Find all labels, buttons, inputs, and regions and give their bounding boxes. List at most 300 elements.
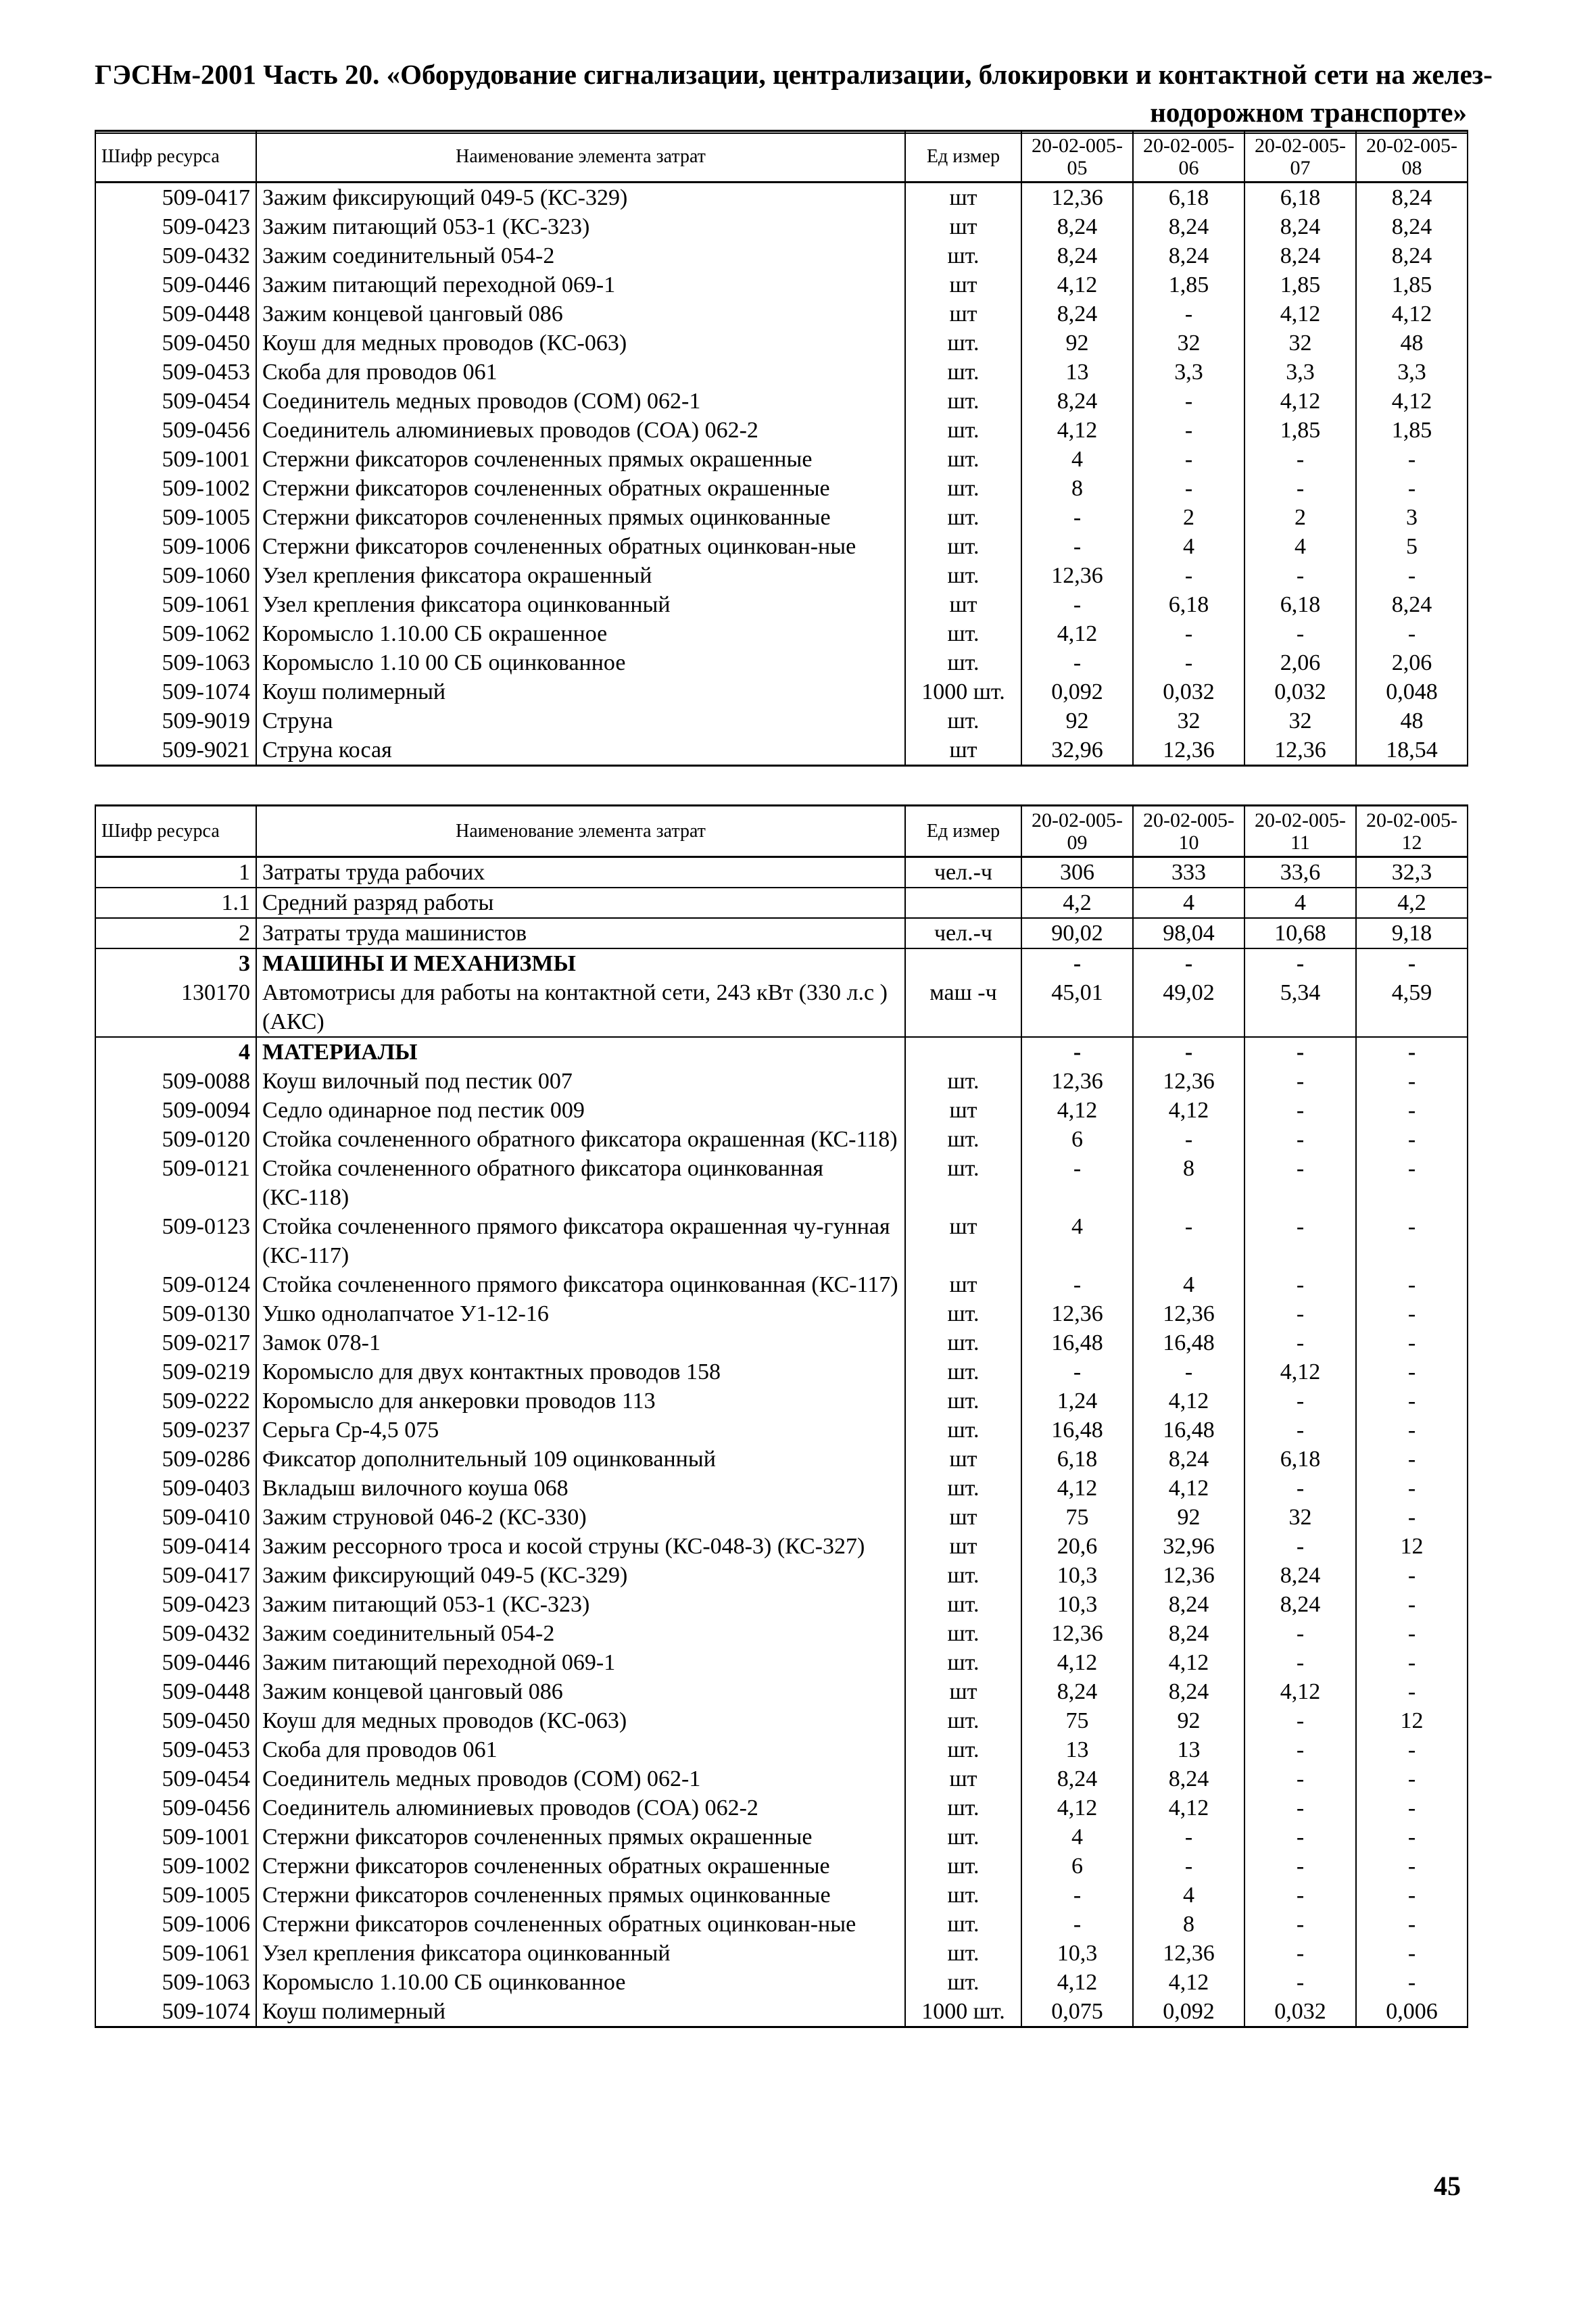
norm-value: 8,24: [1021, 299, 1133, 329]
norm-value: 10,3: [1021, 1590, 1133, 1619]
cost-element-name: Узел крепления фиксатора окрашенный: [256, 561, 905, 590]
col-header: 20-02-005-09: [1021, 806, 1133, 857]
norm-value: 8,24: [1021, 1764, 1133, 1793]
norm-value: 0,006: [1356, 1997, 1468, 2027]
table-row: [95, 1474, 1468, 1503]
norm-value: 75: [1021, 1503, 1133, 1532]
unit-of-measure: шт.: [905, 1299, 1021, 1328]
cost-element-name: Зажим соединительный 054-2: [256, 1619, 905, 1648]
resource-code: 509-0403: [95, 1474, 256, 1503]
table-row: [95, 1154, 1468, 1212]
norm-value: -: [1356, 1677, 1468, 1706]
unit-of-measure: шт: [905, 183, 1021, 213]
norm-value: -: [1356, 1474, 1468, 1503]
table-row: [95, 1445, 1468, 1474]
norm-value: -: [1244, 1793, 1356, 1823]
cost-element-name: Зажим концевой цанговый 086: [256, 299, 905, 329]
norm-value: 4,12: [1133, 1474, 1244, 1503]
norm-value: 12,36: [1021, 1619, 1133, 1648]
unit-of-measure: шт.: [905, 503, 1021, 532]
cost-element-name: Коромысло для анкеровки проводов 113: [256, 1386, 905, 1416]
norm-value: -: [1244, 619, 1356, 648]
col-header: 20-02-005-06: [1133, 131, 1244, 183]
norm-value: 8,24: [1356, 590, 1468, 619]
table-row: [95, 1648, 1468, 1677]
norm-value: -: [1133, 619, 1244, 648]
norm-value: 1,85: [1133, 270, 1244, 299]
norm-value: -: [1244, 445, 1356, 474]
norm-value: -: [1244, 1881, 1356, 1910]
table-row: [95, 416, 1468, 445]
norm-value: 2,06: [1356, 648, 1468, 677]
unit-of-measure: шт.: [905, 1881, 1021, 1910]
norm-value: -: [1244, 1212, 1356, 1270]
norm-value: 4,12: [1356, 387, 1468, 416]
norm-value: 4: [1244, 888, 1356, 918]
table-row: [95, 619, 1468, 648]
norm-value: -: [1244, 1910, 1356, 1939]
unit-of-measure: шт.: [905, 445, 1021, 474]
norm-value: -: [1356, 1561, 1468, 1590]
cost-element-name: Зажим питающий переходной 069-1: [256, 1648, 905, 1677]
norm-value: 1,24: [1021, 1386, 1133, 1416]
norm-value: -: [1356, 1067, 1468, 1096]
norm-value: -: [1244, 1474, 1356, 1503]
norm-value: -: [1021, 648, 1133, 677]
table-row: [95, 1677, 1468, 1706]
norm-value: -: [1356, 1125, 1468, 1154]
resource-code: 1: [95, 857, 256, 888]
cost-element-name: Соединитель медных проводов (СОМ) 062-1: [256, 387, 905, 416]
table-row: [95, 1037, 1468, 1067]
code-header: Шифр ресурса: [95, 806, 256, 857]
norm-value: -: [1021, 1910, 1133, 1939]
norm-value: -: [1356, 1416, 1468, 1445]
cost-element-name: Седло одинарное под пестик 009: [256, 1096, 905, 1125]
norm-value: 4: [1133, 1881, 1244, 1910]
norm-value: -: [1244, 1764, 1356, 1793]
norm-value: 4,12: [1021, 270, 1133, 299]
norm-value: -: [1244, 1299, 1356, 1328]
cost-element-name: Стойка сочлененного прямого фиксатора оцинкованная (КС-117): [256, 1270, 905, 1299]
unit-header: Ед измер: [905, 806, 1021, 857]
norm-value: -: [1356, 1648, 1468, 1677]
resource-code: 509-0446: [95, 270, 256, 299]
cost-element-name: Зажим питающий 053-1 (КС-323): [256, 1590, 905, 1619]
norm-value: 8,24: [1356, 241, 1468, 270]
resource-code: 509-0448: [95, 299, 256, 329]
resource-code: 509-0120: [95, 1125, 256, 1154]
name-header: Наименование элемента затрат: [256, 806, 905, 857]
norm-value: 4,12: [1133, 1648, 1244, 1677]
norm-value: 0,032: [1244, 677, 1356, 706]
unit-of-measure: шт.: [905, 1852, 1021, 1881]
cost-element-name: Стержни фиксаторов сочлененных прямых оцинкованные: [256, 1881, 905, 1910]
table-row: [95, 1096, 1468, 1125]
norm-value: 4,12: [1021, 619, 1133, 648]
unit-of-measure: шт.: [905, 1735, 1021, 1764]
norm-value: -: [1356, 1910, 1468, 1939]
norm-value: -: [1356, 1037, 1468, 1067]
col-header: 20-02-005-08: [1356, 131, 1468, 183]
norm-value: 6: [1021, 1852, 1133, 1881]
cost-element-name: Соединитель медных проводов (СОМ) 062-1: [256, 1764, 905, 1793]
norm-value: -: [1133, 1357, 1244, 1386]
table-row: [95, 561, 1468, 590]
norm-value: 32: [1244, 329, 1356, 358]
norm-value: 6,18: [1244, 1445, 1356, 1474]
norm-value: 4: [1021, 1212, 1133, 1270]
resource-code: 509-1074: [95, 677, 256, 706]
norm-value: -: [1133, 1037, 1244, 1067]
norm-value: -: [1356, 619, 1468, 648]
norm-value: 4,12: [1133, 1968, 1244, 1997]
norm-value: 10,3: [1021, 1561, 1133, 1590]
norm-value: 0,048: [1356, 677, 1468, 706]
cost-element-name: Зажим фиксирующий 049-5 (КС-329): [256, 1561, 905, 1590]
cost-element-name: Ушко однолапчатое У1-12-16: [256, 1299, 905, 1328]
table-row: [95, 387, 1468, 416]
norm-value: -: [1244, 1939, 1356, 1968]
cost-element-name: Коуш полимерный: [256, 1997, 905, 2027]
norm-value: 5: [1356, 532, 1468, 561]
norm-value: -: [1021, 503, 1133, 532]
unit-of-measure: чел.-ч: [905, 857, 1021, 888]
cost-element-name: Соединитель алюминиевых проводов (СОА) 062-2: [256, 416, 905, 445]
cost-element-name: Замок 078-1: [256, 1328, 905, 1357]
resource-code: 509-0432: [95, 241, 256, 270]
norm-value: 4: [1133, 888, 1244, 918]
norm-value: -: [1133, 1212, 1244, 1270]
table-row: [95, 1386, 1468, 1416]
norm-value: 3,3: [1244, 358, 1356, 387]
table-row: [95, 1590, 1468, 1619]
unit-of-measure: маш -ч: [905, 978, 1021, 1037]
unit-of-measure: шт.: [905, 387, 1021, 416]
unit-of-measure: чел.-ч: [905, 918, 1021, 948]
norm-value: 4,12: [1244, 1357, 1356, 1386]
norm-value: -: [1244, 1386, 1356, 1416]
unit-of-measure: шт.: [905, 358, 1021, 387]
unit-of-measure: 1000 шт.: [905, 677, 1021, 706]
cost-element-name: Зажим питающий переходной 069-1: [256, 270, 905, 299]
resource-code: 509-1063: [95, 648, 256, 677]
norm-value: -: [1133, 1823, 1244, 1852]
resource-code: 509-1002: [95, 474, 256, 503]
header-line-2: нодорожном транспорте»: [1150, 97, 1467, 128]
norm-value: 16,48: [1133, 1416, 1244, 1445]
table-row: [95, 1270, 1468, 1299]
table-row: [95, 1561, 1468, 1590]
norm-value: 8,24: [1133, 1590, 1244, 1619]
norm-value: 2: [1244, 503, 1356, 532]
cost-element-name: Зажим струновой 046-2 (КС-330): [256, 1503, 905, 1532]
unit-of-measure: шт: [905, 299, 1021, 329]
cost-element-name: Стержни фиксаторов сочлененных прямых окрашенные: [256, 445, 905, 474]
norm-value: -: [1133, 445, 1244, 474]
norm-value: 12,36: [1133, 735, 1244, 766]
norm-value: -: [1244, 1125, 1356, 1154]
norm-value: -: [1244, 1154, 1356, 1212]
norm-value: 32,3: [1356, 857, 1468, 888]
table-row: [95, 1328, 1468, 1357]
norm-value: 18,54: [1356, 735, 1468, 766]
norm-value: 8,24: [1244, 212, 1356, 241]
norm-value: -: [1133, 474, 1244, 503]
cost-element-name: Коуш вилочный под пестик 007: [256, 1067, 905, 1096]
unit-of-measure: шт.: [905, 1474, 1021, 1503]
norm-value: -: [1244, 1328, 1356, 1357]
norm-value: 12,36: [1133, 1939, 1244, 1968]
norm-value: 4,12: [1133, 1096, 1244, 1125]
norm-value: -: [1244, 1532, 1356, 1561]
cost-element-name: Стержни фиксаторов сочлененных обратных оцинкован-ные: [256, 1910, 905, 1939]
norm-value: 32,96: [1021, 735, 1133, 766]
norm-value: 45,01: [1021, 978, 1133, 1037]
resource-table-2: [95, 804, 1468, 2028]
norm-value: -: [1244, 1648, 1356, 1677]
norm-value: 6,18: [1133, 183, 1244, 213]
table-row: [95, 706, 1468, 735]
unit-of-measure: шт.: [905, 329, 1021, 358]
norm-value: 8,24: [1133, 1764, 1244, 1793]
cost-element-name: Вкладыш вилочного коуша 068: [256, 1474, 905, 1503]
table-row: [95, 1735, 1468, 1764]
unit-of-measure: шт.: [905, 1386, 1021, 1416]
table-row: [95, 648, 1468, 677]
norm-value: -: [1021, 1357, 1133, 1386]
table-row: [95, 1823, 1468, 1852]
table-row: [95, 474, 1468, 503]
norm-value: 4: [1021, 1823, 1133, 1852]
resource-code: 509-1062: [95, 619, 256, 648]
norm-value: 4,12: [1021, 416, 1133, 445]
norm-value: 4: [1133, 532, 1244, 561]
table-row: [95, 948, 1468, 978]
table-row: [95, 241, 1468, 270]
unit-of-measure: шт: [905, 735, 1021, 766]
cost-element-name: Узел крепления фиксатора оцинкованный: [256, 590, 905, 619]
table-row: [95, 735, 1468, 766]
norm-value: 4,12: [1133, 1386, 1244, 1416]
unit-of-measure: шт.: [905, 474, 1021, 503]
table-row: [95, 1881, 1468, 1910]
norm-value: 0,075: [1021, 1997, 1133, 2027]
resource-code: 509-1063: [95, 1968, 256, 1997]
cost-element-name: Зажим питающий 053-1 (КС-323): [256, 212, 905, 241]
resource-code: 509-1061: [95, 1939, 256, 1968]
resource-code: 509-1001: [95, 1823, 256, 1852]
norm-value: 4,2: [1356, 888, 1468, 918]
resource-code: 509-0432: [95, 1619, 256, 1648]
norm-value: 12,36: [1133, 1299, 1244, 1328]
norm-value: 92: [1133, 1503, 1244, 1532]
table-row: [95, 1416, 1468, 1445]
norm-value: 92: [1133, 1706, 1244, 1735]
unit-of-measure: шт.: [905, 706, 1021, 735]
norm-value: 32: [1244, 706, 1356, 735]
unit-of-measure: шт.: [905, 1590, 1021, 1619]
norm-value: 16,48: [1021, 1416, 1133, 1445]
norm-value: -: [1021, 1881, 1133, 1910]
norm-value: 98,04: [1133, 918, 1244, 948]
table-row: [95, 1764, 1468, 1793]
norm-value: -: [1356, 1619, 1468, 1648]
col-header: 20-02-005-07: [1244, 131, 1356, 183]
norm-value: 8,24: [1021, 212, 1133, 241]
resource-code: 509-0450: [95, 1706, 256, 1735]
resource-code: 509-0222: [95, 1386, 256, 1416]
norm-value: -: [1021, 1270, 1133, 1299]
table-row: [95, 212, 1468, 241]
norm-value: 4,12: [1244, 387, 1356, 416]
unit-of-measure: шт.: [905, 1968, 1021, 1997]
norm-value: -: [1356, 1270, 1468, 1299]
norm-value: -: [1021, 1154, 1133, 1212]
norm-value: -: [1244, 948, 1356, 978]
resource-code: 509-1060: [95, 561, 256, 590]
norm-value: 12: [1356, 1706, 1468, 1735]
norm-value: 12: [1356, 1532, 1468, 1561]
cost-element-name: МАШИНЫ И МЕХАНИЗМЫ: [256, 948, 905, 978]
unit-of-measure: шт.: [905, 1706, 1021, 1735]
norm-value: 4,2: [1021, 888, 1133, 918]
norm-value: -: [1244, 1852, 1356, 1881]
norm-value: 8,24: [1133, 1445, 1244, 1474]
col-header: 20-02-005-11: [1244, 806, 1356, 857]
norm-value: 33,6: [1244, 857, 1356, 888]
header-line-1: ГЭСНм-2001 Часть 20. «Оборудование сигнализации, централизации, блокировки и контактной сети на желез-: [95, 59, 1493, 90]
resource-code: 509-0088: [95, 1067, 256, 1096]
norm-value: 333: [1133, 857, 1244, 888]
resource-code: 509-0121: [95, 1154, 256, 1212]
norm-value: 16,48: [1133, 1328, 1244, 1357]
resource-code: 509-0423: [95, 1590, 256, 1619]
norm-value: 12,36: [1021, 1067, 1133, 1096]
resource-code: 509-0453: [95, 1735, 256, 1764]
resource-code: 509-0417: [95, 1561, 256, 1590]
norm-value: -: [1356, 1386, 1468, 1416]
resource-code: 509-0217: [95, 1328, 256, 1357]
norm-value: -: [1356, 1503, 1468, 1532]
cost-element-name: Стойка сочлененного прямого фиксатора окрашенная чу-гунная (КС-117): [256, 1212, 905, 1270]
norm-value: 48: [1356, 706, 1468, 735]
norm-value: 2: [1133, 503, 1244, 532]
resource-code: 509-1002: [95, 1852, 256, 1881]
norm-value: -: [1356, 1212, 1468, 1270]
norm-value: -: [1356, 1881, 1468, 1910]
norm-value: 8,24: [1356, 183, 1468, 213]
cost-element-name: Коромысло 1.10.00 СБ оцинкованное: [256, 1968, 905, 1997]
norm-value: 8,24: [1133, 1677, 1244, 1706]
norm-value: 48: [1356, 329, 1468, 358]
norm-value: -: [1356, 474, 1468, 503]
table-row: [95, 978, 1468, 1037]
cost-element-name: Коуш полимерный: [256, 677, 905, 706]
col-header: 20-02-005-05: [1021, 131, 1133, 183]
col-header: 20-02-005-10: [1133, 806, 1244, 857]
unit-of-measure: шт.: [905, 241, 1021, 270]
norm-value: 8,24: [1244, 241, 1356, 270]
page-header: [95, 55, 1493, 131]
cost-element-name: Стержни фиксаторов сочлененных прямых окрашенные: [256, 1823, 905, 1852]
table-row: [95, 503, 1468, 532]
norm-value: 32: [1133, 706, 1244, 735]
norm-value: 92: [1021, 706, 1133, 735]
unit-of-measure: 1000 шт.: [905, 1997, 1021, 2027]
norm-value: -: [1021, 948, 1133, 978]
cost-element-name: Скоба для проводов 061: [256, 1735, 905, 1764]
norm-value: 8,24: [1133, 241, 1244, 270]
table-row: [95, 1619, 1468, 1648]
code-header: Шифр ресурса: [95, 131, 256, 183]
table-row: [95, 1125, 1468, 1154]
norm-value: -: [1244, 1270, 1356, 1299]
unit-of-measure: шт: [905, 1764, 1021, 1793]
table-row: [95, 532, 1468, 561]
table1-header-row: [95, 131, 1468, 183]
norm-value: 4: [1021, 445, 1133, 474]
cost-element-name: Узел крепления фиксатора оцинкованный: [256, 1939, 905, 1968]
unit-of-measure: шт: [905, 1445, 1021, 1474]
unit-of-measure: шт.: [905, 1648, 1021, 1677]
resource-code: 2: [95, 918, 256, 948]
norm-value: 8,24: [1021, 1677, 1133, 1706]
norm-value: -: [1356, 1096, 1468, 1125]
norm-value: -: [1356, 1823, 1468, 1852]
norm-value: 4,12: [1244, 299, 1356, 329]
unit-of-measure: шт.: [905, 532, 1021, 561]
norm-value: 13: [1021, 358, 1133, 387]
cost-element-name: Струна: [256, 706, 905, 735]
unit-of-measure: [905, 888, 1021, 918]
resource-code: 509-0414: [95, 1532, 256, 1561]
norm-value: -: [1244, 1706, 1356, 1735]
norm-value: 4,12: [1021, 1648, 1133, 1677]
resource-code: 509-0454: [95, 387, 256, 416]
resource-code: 509-0237: [95, 1416, 256, 1445]
cost-element-name: Соединитель алюминиевых проводов (СОА) 062-2: [256, 1793, 905, 1823]
resource-code: 509-0453: [95, 358, 256, 387]
table-row: [95, 1212, 1468, 1270]
norm-value: 6,18: [1244, 183, 1356, 213]
cost-element-name: Стержни фиксаторов сочлененных обратных окрашенные: [256, 1852, 905, 1881]
table-row: [95, 299, 1468, 329]
unit-of-measure: шт.: [905, 1125, 1021, 1154]
norm-value: -: [1356, 1154, 1468, 1212]
norm-value: -: [1244, 1823, 1356, 1852]
cost-element-name: Коуш для медных проводов (КС-063): [256, 329, 905, 358]
cost-element-name: Зажим рессорного троса и косой струны (КС-048-3) (КС-327): [256, 1532, 905, 1561]
norm-value: -: [1356, 1852, 1468, 1881]
norm-value: 4,12: [1021, 1474, 1133, 1503]
cost-element-name: Фиксатор дополнительный 109 оцинкованный: [256, 1445, 905, 1474]
unit-of-measure: шт: [905, 1270, 1021, 1299]
cost-element-name: Стержни фиксаторов сочлененных прямых оцинкованные: [256, 503, 905, 532]
unit-of-measure: шт.: [905, 619, 1021, 648]
norm-value: -: [1356, 1328, 1468, 1357]
norm-value: -: [1244, 1096, 1356, 1125]
norm-value: 4,12: [1021, 1096, 1133, 1125]
cost-element-name: Зажим фиксирующий 049-5 (КС-329): [256, 183, 905, 213]
table-row: [95, 1852, 1468, 1881]
norm-value: -: [1244, 1067, 1356, 1096]
norm-value: 12,36: [1133, 1067, 1244, 1096]
unit-of-measure: шт.: [905, 1561, 1021, 1590]
cost-element-name: МАТЕРИАЛЫ: [256, 1037, 905, 1067]
norm-value: 8: [1021, 474, 1133, 503]
norm-value: -: [1133, 416, 1244, 445]
